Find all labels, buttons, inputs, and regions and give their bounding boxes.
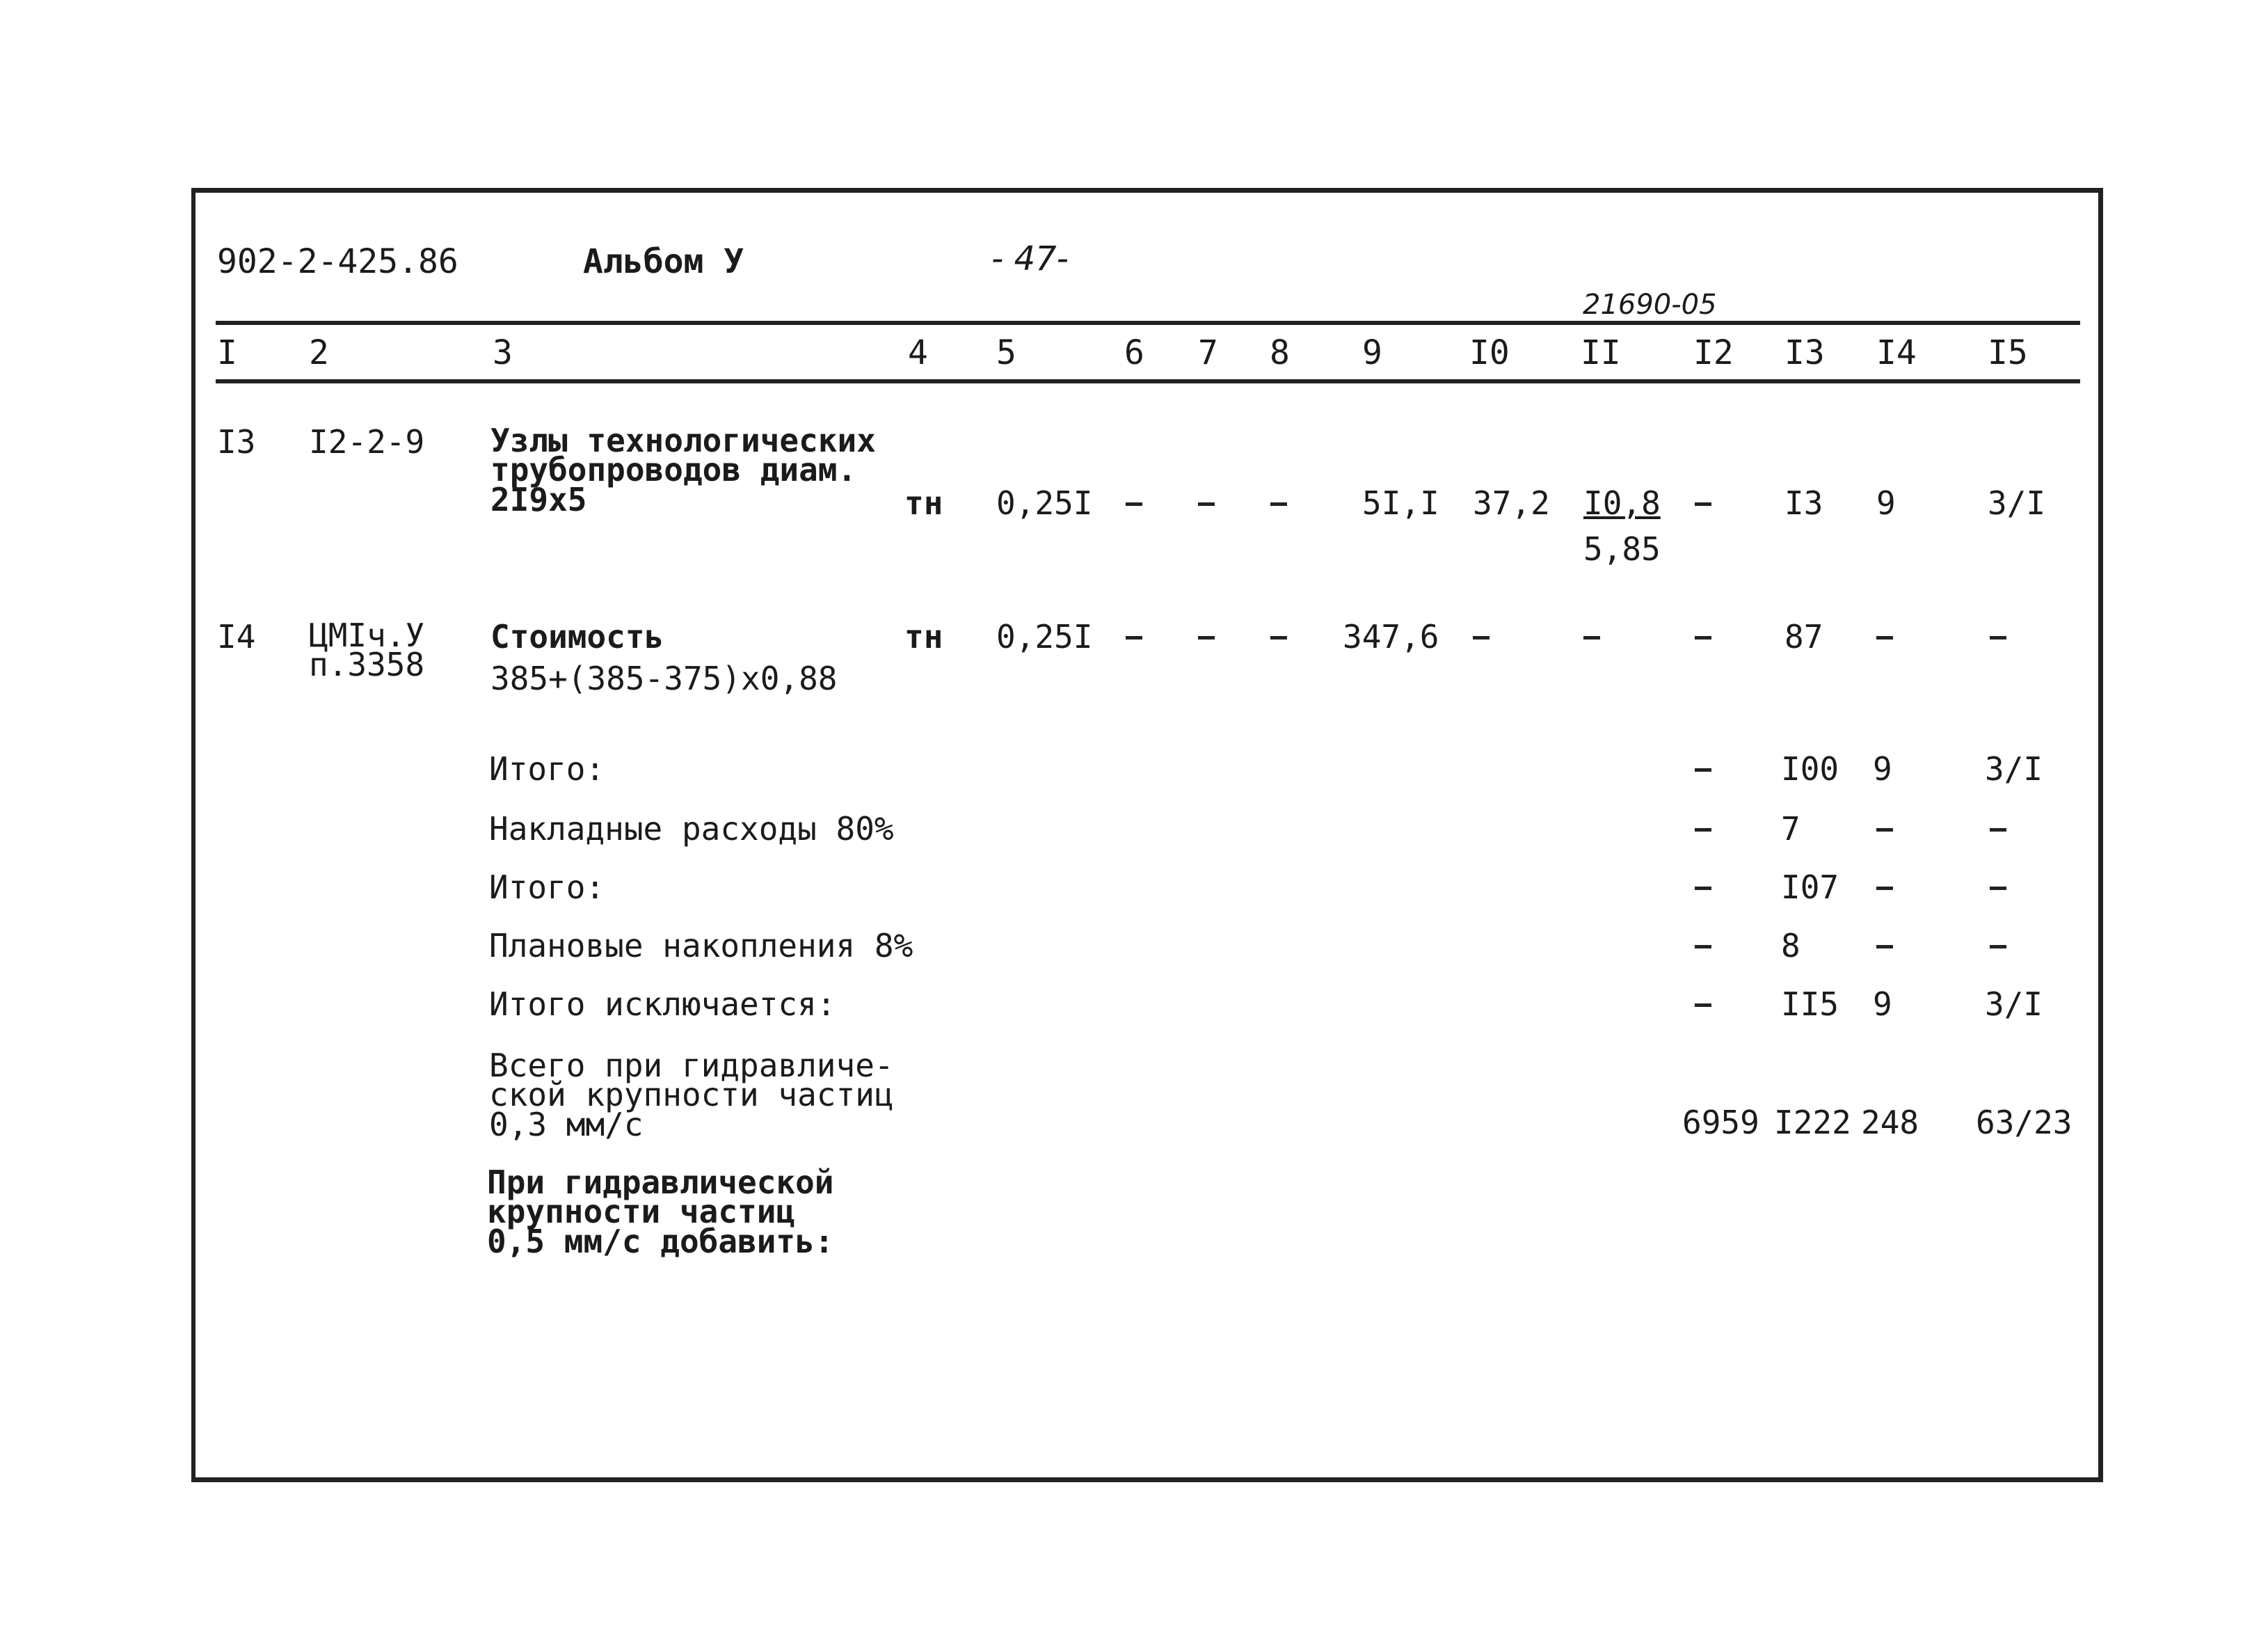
- summary-planned-c12-dash: [1695, 945, 1711, 948]
- row13-c9: 5I,I: [1362, 484, 1439, 522]
- summary-planned-c13: 8: [1781, 927, 1800, 964]
- summary-overhead-c14-dash: [1876, 828, 1893, 832]
- summary-planned-c15-dash: [1990, 945, 2006, 948]
- row13-c12-dash: [1695, 502, 1711, 506]
- col-header-1: I: [217, 333, 237, 372]
- row14-code: ЦМIч.У п.3358: [309, 617, 425, 684]
- row14-c8-dash: [1270, 636, 1287, 640]
- row14-c15-dash: [1990, 636, 2006, 640]
- col-header-9: 9: [1362, 333, 1382, 372]
- col-header-12: I2: [1693, 333, 1734, 372]
- row14-formula: 385+(385-375)х0,88: [490, 660, 838, 697]
- row13-description: Узлы технологических трубопроводов диам. 2I9х5: [490, 422, 876, 518]
- summary-subtotal-2-c15-dash: [1990, 887, 2006, 890]
- row13-c14: 9: [1876, 484, 1896, 522]
- row14-unit: тн: [904, 618, 943, 656]
- summary-excluded-label: Итого исключается:: [489, 985, 836, 1023]
- row13-c15: 3/I: [1988, 484, 2046, 522]
- col-header-15: I5: [1988, 333, 2028, 372]
- row14-qty: 0,25I: [996, 618, 1093, 656]
- col-header-6: 6: [1124, 333, 1144, 372]
- total-label: Всего при гидравличе- ской крупности частиц 0,3 мм/с: [489, 1047, 894, 1143]
- total-c15: 63/23: [1976, 1104, 2073, 1141]
- summary-excluded-c12-dash: [1695, 1003, 1711, 1007]
- col-header-10: I0: [1469, 333, 1510, 372]
- row14-c11-dash: [1583, 636, 1600, 640]
- row13-c13: I3: [1784, 484, 1823, 522]
- col-header-13: I3: [1784, 333, 1825, 372]
- row13-c11: I0,8: [1583, 484, 1661, 522]
- total-c12: 6959: [1682, 1104, 1759, 1141]
- row14-c6-dash: [1126, 636, 1142, 640]
- summary-subtotal-1-c15: 3/I: [1985, 750, 2043, 788]
- doc-code: 902-2-425.86: [217, 242, 458, 281]
- row14-c7-dash: [1198, 636, 1215, 640]
- summary-subtotal-1-label: Итого:: [489, 750, 605, 788]
- stamp-number: 21690-05: [1583, 289, 1717, 321]
- row13-c8-dash: [1270, 502, 1287, 506]
- row14-c12-dash: [1695, 636, 1711, 640]
- summary-excluded-c13: II5: [1781, 985, 1839, 1023]
- summary-planned-c14-dash: [1876, 945, 1893, 948]
- row13-qty: 0,25I: [996, 484, 1093, 522]
- summary-excluded-c14: 9: [1873, 985, 1892, 1023]
- row13-c10: 37,2: [1473, 484, 1550, 522]
- total-c13: I222: [1774, 1104, 1851, 1141]
- summary-overhead-label: Накладные расходы 80%: [489, 810, 894, 848]
- summary-excluded-c15: 3/I: [1985, 985, 2043, 1023]
- row13-unit: тн: [904, 484, 943, 522]
- header-rule-top: [216, 321, 2080, 325]
- col-header-11: II: [1581, 333, 1621, 372]
- summary-overhead-c13: 7: [1781, 810, 1800, 848]
- page-number: - 47-: [991, 239, 1069, 278]
- col-header-3: 3: [493, 333, 513, 372]
- row14-c9: 347,6: [1343, 618, 1439, 656]
- summary-subtotal-2-c12-dash: [1695, 887, 1711, 890]
- album-title: Альбом У: [583, 242, 744, 281]
- add-note: При гидравлической крупности частиц 0,5 мм/с добавить:: [487, 1163, 834, 1260]
- summary-planned-label: Плановые накопления 8%: [489, 927, 913, 964]
- summary-subtotal-2-label: Итого:: [489, 868, 605, 906]
- row14-c13: 87: [1784, 618, 1823, 656]
- row14-num: I4: [217, 618, 256, 656]
- row13-c6-dash: [1126, 502, 1142, 506]
- row14-c14-dash: [1876, 636, 1893, 640]
- summary-overhead-c12-dash: [1695, 828, 1711, 832]
- summary-subtotal-1-c13: I00: [1781, 750, 1839, 788]
- total-c14: 248: [1861, 1104, 1919, 1141]
- summary-overhead-c15-dash: [1990, 828, 2006, 832]
- row13-c7-dash: [1198, 502, 1215, 506]
- row13-c11-sub: 5,85: [1583, 530, 1661, 568]
- row14-c10-dash: [1473, 636, 1490, 640]
- row14-description: Стоимость: [490, 618, 664, 656]
- row13-code: I2-2-9: [309, 423, 425, 461]
- col-header-5: 5: [996, 333, 1016, 372]
- col-header-7: 7: [1198, 333, 1218, 372]
- col-header-4: 4: [908, 333, 928, 372]
- summary-subtotal-1-c14: 9: [1873, 750, 1892, 788]
- summary-subtotal-1-c12-dash: [1695, 768, 1711, 772]
- col-header-8: 8: [1270, 333, 1290, 372]
- summary-subtotal-2-c13: I07: [1781, 868, 1839, 906]
- row13-num: I3: [217, 423, 256, 461]
- summary-subtotal-2-c14-dash: [1876, 887, 1893, 890]
- header-rule-bottom: [216, 379, 2080, 383]
- col-header-2: 2: [309, 333, 329, 372]
- col-header-14: I4: [1876, 333, 1917, 372]
